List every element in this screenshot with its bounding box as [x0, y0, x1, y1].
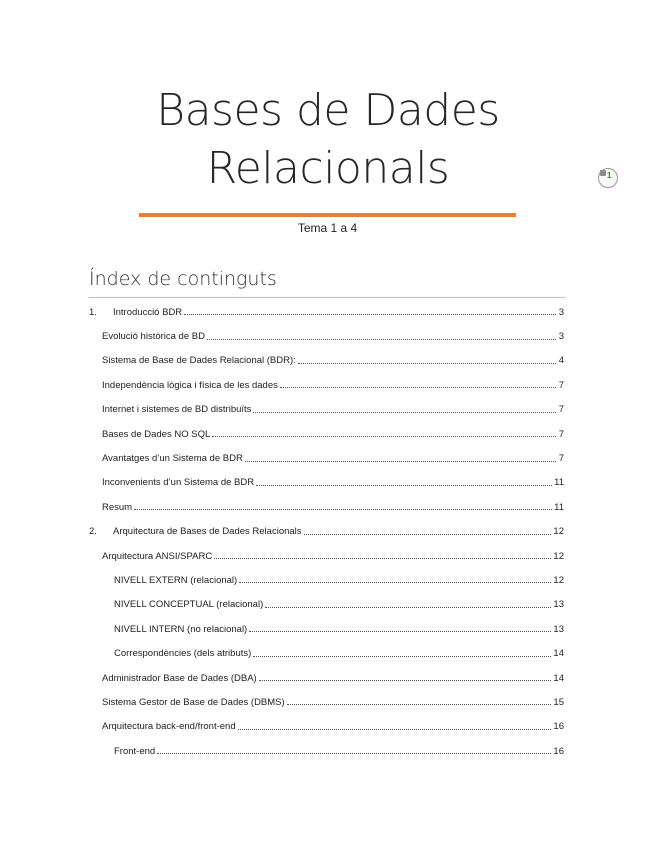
toc-entry-page: 3: [558, 331, 564, 343]
toc-dot-leader: [239, 582, 551, 583]
toc-entry-label[interactable]: Evolució històrica de BD: [102, 331, 205, 343]
toc-entry-page: 4: [558, 355, 564, 367]
toc-heading-underline: [89, 297, 565, 298]
toc-entry[interactable]: [89, 398, 564, 422]
toc-entry[interactable]: [89, 324, 564, 348]
toc-entry-label[interactable]: Independència lògica i física de les dades: [102, 379, 278, 391]
toc-entry-page: 15: [553, 696, 564, 708]
toc-dot-leader: [287, 704, 552, 705]
toc-entry-page: 13: [553, 599, 564, 611]
toc-entry[interactable]: [89, 300, 564, 324]
toc-dot-leader: [134, 509, 552, 510]
toc-entry[interactable]: [89, 446, 564, 470]
toc-entry[interactable]: [89, 520, 564, 544]
toc-entry-label[interactable]: Bases de Dades NO SQL: [102, 428, 211, 440]
toc-entry[interactable]: [89, 544, 564, 568]
document-title: [90, 82, 566, 198]
toc-entry-page: 7: [558, 404, 564, 416]
toc-dot-leader: [207, 339, 556, 340]
toc-entry-label[interactable]: NIVELL INTERN (no relacional): [114, 623, 248, 635]
toc-entry-label[interactable]: Sistema de Base de Dades Relacional (BDR):: [102, 355, 296, 367]
toc-entry-page: 12: [553, 550, 564, 562]
toc-dot-leader: [265, 607, 551, 608]
toc-dot-leader: [280, 387, 556, 388]
toc-entry-label[interactable]: NIVELL CONCEPTUAL (relacional): [114, 599, 264, 611]
toc-entry[interactable]: [89, 471, 564, 495]
toc-dot-leader: [245, 461, 556, 462]
toc-entry-label[interactable]: Arquitectura back-end/front-end: [102, 721, 236, 733]
comment-marker[interactable]: [598, 168, 618, 188]
toc-dot-leader: [214, 558, 551, 559]
toc-dot-leader: [249, 631, 551, 632]
toc-entry-label[interactable]: Front-end: [114, 745, 156, 757]
toc-entry[interactable]: [89, 568, 564, 592]
toc-entry[interactable]: [89, 641, 564, 665]
toc-entry-label[interactable]: Inconvenients d’un Sistema de BDR: [102, 477, 255, 489]
toc-entry-page: 3: [558, 306, 564, 318]
toc-entry[interactable]: [89, 666, 564, 690]
toc-entry[interactable]: [89, 593, 564, 617]
toc-entry-page: 12: [553, 526, 564, 538]
toc-entry-page: 12: [553, 574, 564, 586]
toc-dot-leader: [157, 753, 551, 754]
toc-entry[interactable]: [89, 495, 564, 519]
toc-entry-page: 11: [554, 477, 564, 489]
toc-entry-label[interactable]: Introducció BDR: [113, 306, 183, 318]
title-line-1: Bases de Dades: [156, 85, 500, 136]
toc-dot-leader: [304, 534, 552, 535]
toc-entry[interactable]: [89, 690, 564, 714]
toc-entry-page: 16: [553, 745, 564, 757]
toc-dot-leader: [256, 485, 552, 486]
toc-entry-label[interactable]: Correspondències (dels atributs): [114, 648, 252, 660]
comment-count: 1: [607, 171, 612, 180]
toc-entry[interactable]: [89, 349, 564, 373]
toc-entry-label[interactable]: Sistema Gestor de Base de Dades (DBMS): [102, 696, 285, 708]
toc-entry-label[interactable]: NIVELL EXTERN (relacional): [114, 574, 238, 586]
toc-entry-label[interactable]: Avantatges d’un Sistema de BDR: [102, 453, 243, 465]
toc-entry-page: 13: [553, 623, 564, 635]
toc-entry-page: 7: [558, 453, 564, 465]
title-line-2: Relacionals: [206, 143, 450, 194]
toc-dot-leader: [259, 680, 552, 681]
toc-entry-label[interactable]: Administrador Base de Dades (DBA): [102, 672, 257, 684]
toc-entry-page: 14: [553, 648, 564, 660]
toc-entry-page: 14: [553, 672, 564, 684]
toc-entry-page: 11: [554, 501, 564, 513]
table-of-contents: [89, 300, 564, 763]
toc-dot-leader: [212, 436, 556, 437]
toc-entry-label[interactable]: Arquitectura de Bases de Dades Relacionals: [113, 526, 302, 538]
toc-entry[interactable]: [89, 373, 564, 397]
toc-dot-leader: [238, 729, 552, 730]
toc-heading: Índex de continguts: [89, 268, 277, 290]
toc-entry[interactable]: [89, 422, 564, 446]
document-subtitle: Tema 1 a 4: [297, 221, 358, 235]
toc-entry-number: 2.: [89, 526, 97, 538]
toc-entry[interactable]: [89, 739, 564, 763]
comment-icon: [600, 170, 606, 176]
toc-dot-leader: [298, 363, 556, 364]
toc-entry-label[interactable]: Internet i sistemes de BD distribuïts: [102, 404, 252, 416]
toc-entry-label[interactable]: Arquitectura ANSI/SPARC: [102, 550, 213, 562]
toc-dot-leader: [253, 412, 556, 413]
title-underline: [139, 213, 516, 217]
toc-entry-page: 7: [558, 379, 564, 391]
toc-entry-page: 16: [553, 721, 564, 733]
toc-entry-label[interactable]: Resum: [102, 501, 133, 513]
toc-entry[interactable]: [89, 715, 564, 739]
toc-dot-leader: [253, 656, 551, 657]
toc-dot-leader: [184, 314, 556, 315]
toc-entry-page: 7: [558, 428, 564, 440]
toc-entry-number: 1.: [89, 306, 97, 318]
toc-entry[interactable]: [89, 617, 564, 641]
